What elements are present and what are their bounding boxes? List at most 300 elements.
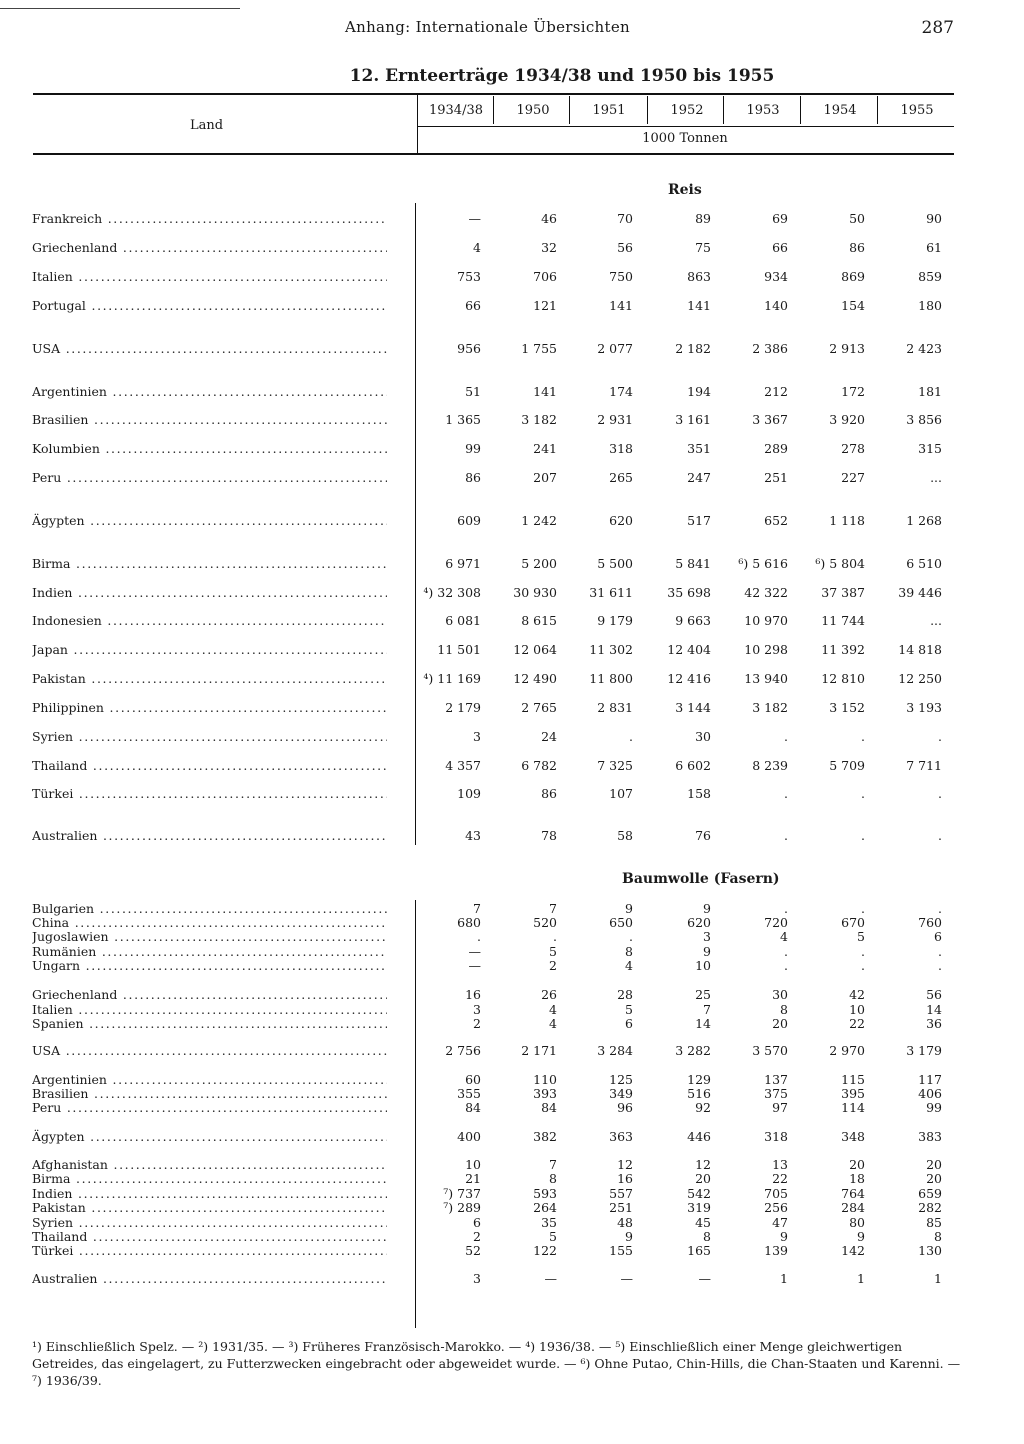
country-label: Italien ..... xyxy=(32,1002,387,1017)
table-cell: 10 xyxy=(465,1157,481,1172)
table-cell: 86 xyxy=(541,786,557,801)
table-cell: 5 709 xyxy=(829,758,865,773)
country-label: Birma ..... xyxy=(32,556,387,571)
country-label: Bulgarien ..... xyxy=(32,901,387,916)
table-cell: 7 xyxy=(473,901,481,916)
table-cell: 318 xyxy=(609,441,633,456)
table-row xyxy=(0,613,1024,627)
table-row xyxy=(0,1043,1024,1057)
table-cell: 363 xyxy=(609,1129,633,1144)
table-cell: 26 xyxy=(541,987,557,1002)
table-row xyxy=(0,1086,1024,1100)
table-cell: 517 xyxy=(687,513,711,528)
column-header: 1951 xyxy=(592,103,626,118)
country-label: Pakistan ..... xyxy=(32,1200,387,1215)
table-cell: 516 xyxy=(687,1086,711,1101)
table-cell: 8 xyxy=(934,1229,942,1244)
table-cell: 96 xyxy=(617,1100,633,1115)
table-cell: 51 xyxy=(465,384,481,399)
table-cell: 10 xyxy=(849,1002,865,1017)
table-cell: 3 xyxy=(473,1002,481,1017)
footnotes: ¹) Einschließlich Spelz. — ²) 1931/35. — ³) Früheres Französisch-Marokko. — ⁴) 1936/38. — ⁵) Einschließlich einer Menge gleichwertigen Getreides, das eingelagert, zu Futterzwecken eingebracht oder abgeweidet wurde. — ⁶) Ohne Putao, Chin-Hills, die Chan-Staaten und Karenni. — ⁷) 1936/39. xyxy=(32,1339,961,1388)
table-cell: . xyxy=(784,729,788,744)
country-label: Argentinien ..... xyxy=(32,1072,387,1087)
table-cell: 35 698 xyxy=(667,585,711,600)
table-row xyxy=(0,1129,1024,1143)
table-cell: 609 xyxy=(457,513,481,528)
table-cell: 720 xyxy=(764,915,788,930)
table-cell: 9 xyxy=(703,944,711,959)
table-cell: 5 xyxy=(549,944,557,959)
table-cell: 110 xyxy=(533,1072,557,1087)
header-column-separator xyxy=(877,96,878,124)
table-cell: . xyxy=(861,729,865,744)
country-label: Pakistan ..... xyxy=(32,671,387,686)
table-cell: 11 302 xyxy=(589,642,633,657)
table-cell: 355 xyxy=(457,1086,481,1101)
table-cell: 2 xyxy=(549,958,557,973)
table-cell: . xyxy=(553,929,557,944)
country-label: Indien ..... xyxy=(32,1186,387,1201)
table-cell: 4 357 xyxy=(445,758,481,773)
table-cell: 8 239 xyxy=(752,758,788,773)
table-cell: 60 xyxy=(465,1072,481,1087)
table-cell: 6 510 xyxy=(906,556,942,571)
table-row xyxy=(0,642,1024,656)
table-cell: 89 xyxy=(695,211,711,226)
country-label: Ägypten ..... xyxy=(32,1129,387,1144)
table-cell: 154 xyxy=(841,298,865,313)
table-cell: 10 970 xyxy=(744,613,788,628)
table-cell: 1 xyxy=(934,1271,942,1286)
table-cell: 3 xyxy=(473,729,481,744)
table-row xyxy=(0,1215,1024,1229)
table-cell: 6 xyxy=(934,929,942,944)
table-cell: 6 971 xyxy=(445,556,481,571)
table-cell: 5 200 xyxy=(521,556,557,571)
table-cell: 753 xyxy=(457,269,481,284)
table-cell: 2 765 xyxy=(521,700,557,715)
table-cell: 50 xyxy=(849,211,865,226)
table-cell: — xyxy=(698,1271,711,1286)
table-cell: 3 570 xyxy=(752,1043,788,1058)
table-cell: 141 xyxy=(687,298,711,313)
table-cell: 114 xyxy=(841,1100,865,1115)
table-cell: 86 xyxy=(849,240,865,255)
running-title: Anhang: Internationale Übersichten xyxy=(345,18,630,36)
table-cell: 25 xyxy=(695,987,711,1002)
table-cell: 227 xyxy=(841,470,865,485)
table-cell: 11 744 xyxy=(821,613,865,628)
table-cell: 58 xyxy=(617,828,633,843)
table-cell: 5 xyxy=(857,929,865,944)
table-cell: 18 xyxy=(849,1171,865,1186)
table-cell: 129 xyxy=(687,1072,711,1087)
table-cell: 99 xyxy=(465,441,481,456)
table-row xyxy=(0,240,1024,254)
table-cell: 37 387 xyxy=(821,585,865,600)
table-cell: 12 xyxy=(695,1157,711,1172)
table-cell: . xyxy=(861,958,865,973)
table-cell: 8 xyxy=(703,1229,711,1244)
country-label: Griechenland ..... xyxy=(32,240,387,255)
page-number: 287 xyxy=(921,18,954,38)
table-cell: 97 xyxy=(772,1100,788,1115)
table-cell: 395 xyxy=(841,1086,865,1101)
table-cell: 24 xyxy=(541,729,557,744)
table-cell: . xyxy=(938,944,942,959)
table-cell: . xyxy=(861,944,865,959)
table-cell: 42 xyxy=(849,987,865,1002)
table-cell: 61 xyxy=(926,240,942,255)
table-cell: 12 064 xyxy=(513,642,557,657)
table-cell: 137 xyxy=(764,1072,788,1087)
table-cell: ⁴) 32 308 xyxy=(423,585,481,600)
country-label: Italien ..... xyxy=(32,269,387,284)
table-cell: 593 xyxy=(533,1186,557,1201)
table-cell: 35 xyxy=(541,1215,557,1230)
table-cell: 117 xyxy=(918,1072,942,1087)
table-cell: 9 xyxy=(780,1229,788,1244)
table-cell: . xyxy=(784,944,788,959)
table-cell: 21 xyxy=(465,1171,481,1186)
table-cell: . xyxy=(629,729,633,744)
table-cell: 956 xyxy=(457,341,481,356)
table-cell: 2 386 xyxy=(752,341,788,356)
table-cell: 9 xyxy=(625,901,633,916)
table-cell: 256 xyxy=(764,1200,788,1215)
table-cell: 13 940 xyxy=(744,671,788,686)
table-cell: 3 367 xyxy=(752,412,788,427)
table-cell: . xyxy=(861,786,865,801)
table-cell: 3 161 xyxy=(675,412,711,427)
table-cell: 4 xyxy=(473,240,481,255)
table-cell: 1 242 xyxy=(521,513,557,528)
table-cell: 620 xyxy=(609,513,633,528)
land-header: Land xyxy=(190,118,224,133)
table-cell: 750 xyxy=(609,269,633,284)
table-cell: 650 xyxy=(609,915,633,930)
table-cell: 8 615 xyxy=(521,613,557,628)
table-cell: 3 152 xyxy=(829,700,865,715)
table-cell: 69 xyxy=(772,211,788,226)
table-cell: 4 xyxy=(549,1016,557,1031)
table-cell: 9 xyxy=(857,1229,865,1244)
table-cell: ⁶) 5 616 xyxy=(738,556,788,571)
table-row xyxy=(0,929,1024,943)
table-cell: 36 xyxy=(926,1016,942,1031)
table-cell: 319 xyxy=(687,1200,711,1215)
table-cell: 5 xyxy=(549,1229,557,1244)
table-cell: 56 xyxy=(926,987,942,1002)
table-cell: 6 602 xyxy=(675,758,711,773)
table-cell: 6 081 xyxy=(445,613,481,628)
table-cell: 3 282 xyxy=(675,1043,711,1058)
table-cell: 14 xyxy=(695,1016,711,1031)
table-cell: 141 xyxy=(533,384,557,399)
table-cell: 520 xyxy=(533,915,557,930)
table-row xyxy=(0,729,1024,743)
country-label: Ägypten ..... xyxy=(32,513,387,528)
country-label: Spanien ..... xyxy=(32,1016,387,1031)
table-cell: 282 xyxy=(918,1200,942,1215)
table-cell: 155 xyxy=(609,1243,633,1258)
table-cell: 10 298 xyxy=(744,642,788,657)
country-label: USA ..... xyxy=(32,1043,387,1058)
header-column-separator xyxy=(723,96,724,124)
table-cell: 706 xyxy=(533,269,557,284)
table-cell: 383 xyxy=(918,1129,942,1144)
table-cell: 7 711 xyxy=(906,758,942,773)
table-cell: 11 800 xyxy=(589,671,633,686)
table-cell: 66 xyxy=(772,240,788,255)
table-row xyxy=(0,828,1024,842)
table-cell: 2 xyxy=(473,1016,481,1031)
country-label: Frankreich ..... xyxy=(32,211,387,226)
country-label: Birma ..... xyxy=(32,1171,387,1186)
table-cell: 56 xyxy=(617,240,633,255)
table-cell: 28 xyxy=(617,987,633,1002)
table-cell: 446 xyxy=(687,1129,711,1144)
table-cell: 406 xyxy=(918,1086,942,1101)
table-cell: 265 xyxy=(609,470,633,485)
table-cell: 2 831 xyxy=(597,700,633,715)
table-cell: 393 xyxy=(533,1086,557,1101)
running-header xyxy=(0,18,1024,40)
country-label: Brasilien ..... xyxy=(32,412,387,427)
table-cell: 13 xyxy=(772,1157,788,1172)
table-cell: 20 xyxy=(695,1171,711,1186)
table-cell: 375 xyxy=(764,1086,788,1101)
table-cell: 8 xyxy=(549,1171,557,1186)
table-cell: 3 920 xyxy=(829,412,865,427)
table-cell: 12 250 xyxy=(898,671,942,686)
table-cell: 30 xyxy=(695,729,711,744)
table-cell: 6 xyxy=(473,1215,481,1230)
country-label: Ungarn ..... xyxy=(32,958,387,973)
table-row xyxy=(0,269,1024,283)
table-cell: 122 xyxy=(533,1243,557,1258)
table-cell: 121 xyxy=(533,298,557,313)
table-cell: . xyxy=(784,828,788,843)
table-cell: 3 856 xyxy=(906,412,942,427)
table-cell: 4 xyxy=(549,1002,557,1017)
table-top-rule xyxy=(33,93,954,95)
table-cell: 659 xyxy=(918,1186,942,1201)
table-row xyxy=(0,1002,1024,1016)
country-label: Brasilien ..... xyxy=(32,1086,387,1101)
table-cell: 3 179 xyxy=(906,1043,942,1058)
table-cell: 207 xyxy=(533,470,557,485)
table-cell: 670 xyxy=(841,915,865,930)
country-label: China ..... xyxy=(32,915,387,930)
table-row xyxy=(0,1157,1024,1171)
table-cell: 315 xyxy=(918,441,942,456)
table-cell: 4 xyxy=(625,958,633,973)
table-row xyxy=(0,412,1024,426)
table-cell: 172 xyxy=(841,384,865,399)
header-column-separator xyxy=(800,96,801,124)
table-cell: 142 xyxy=(841,1243,865,1258)
unit-header: 1000 Tonnen xyxy=(642,131,728,146)
table-cell: 869 xyxy=(841,269,865,284)
table-row xyxy=(0,211,1024,225)
table-cell: 14 818 xyxy=(898,642,942,657)
section-heading: Baumwolle (Fasern) xyxy=(622,871,780,887)
table-cell: 1 755 xyxy=(521,341,557,356)
table-cell: 11 501 xyxy=(437,642,481,657)
table-cell: 16 xyxy=(465,987,481,1002)
table-cell: 39 446 xyxy=(898,585,942,600)
table-cell: 351 xyxy=(687,441,711,456)
table-cell: 20 xyxy=(926,1171,942,1186)
table-row xyxy=(0,901,1024,915)
table-row xyxy=(0,341,1024,355)
country-label: Argentinien ..... xyxy=(32,384,387,399)
table-cell: 934 xyxy=(764,269,788,284)
table-cell: . xyxy=(784,958,788,973)
table-cell: 7 xyxy=(703,1002,711,1017)
table-cell: 78 xyxy=(541,828,557,843)
table-cell: 620 xyxy=(687,915,711,930)
table-row xyxy=(0,1072,1024,1086)
country-label: Türkei ..... xyxy=(32,786,387,801)
table-cell: 7 325 xyxy=(597,758,633,773)
table-cell: ⁶) 5 804 xyxy=(815,556,865,571)
country-label: Griechenland ..... xyxy=(32,987,387,1002)
table-row xyxy=(0,1243,1024,1257)
table-cell: 3 xyxy=(473,1271,481,1286)
table-cell: . xyxy=(938,786,942,801)
top-edge-rule xyxy=(0,8,240,9)
table-row xyxy=(0,1186,1024,1200)
header-column-separator xyxy=(569,96,570,124)
table-cell: 48 xyxy=(617,1215,633,1230)
country-label: Syrien ..... xyxy=(32,729,387,744)
table-cell: 84 xyxy=(465,1100,481,1115)
table-cell: 2 182 xyxy=(675,341,711,356)
table-cell: 180 xyxy=(918,298,942,313)
table-cell: — xyxy=(544,1271,557,1286)
table-cell: 30 xyxy=(772,987,788,1002)
table-cell: 863 xyxy=(687,269,711,284)
table-cell: 5 841 xyxy=(675,556,711,571)
country-label: Syrien ..... xyxy=(32,1215,387,1230)
table-row xyxy=(0,700,1024,714)
table-cell: 86 xyxy=(465,470,481,485)
table-title: 12. Ernteerträge 1934/38 und 1950 bis 1955 xyxy=(349,66,775,86)
table-cell: 75 xyxy=(695,240,711,255)
table-cell: 32 xyxy=(541,240,557,255)
country-label: Portugal ..... xyxy=(32,298,387,313)
table-cell: 3 182 xyxy=(752,700,788,715)
table-cell: 2 931 xyxy=(597,412,633,427)
table-cell: 8 xyxy=(625,944,633,959)
table-cell: 16 xyxy=(617,1171,633,1186)
table-cell: 1 xyxy=(780,1271,788,1286)
table-cell: 3 182 xyxy=(521,412,557,427)
table-cell: . xyxy=(784,901,788,916)
table-cell: 3 193 xyxy=(906,700,942,715)
table-cell: 85 xyxy=(926,1215,942,1230)
table-cell: 20 xyxy=(849,1157,865,1172)
table-cell: . xyxy=(938,828,942,843)
table-cell: 76 xyxy=(695,828,711,843)
table-cell: 181 xyxy=(918,384,942,399)
header-column-separator xyxy=(493,96,494,124)
table-cell: 158 xyxy=(687,786,711,801)
column-header: 1934/38 xyxy=(428,103,483,118)
section-heading: Reis xyxy=(668,182,702,198)
table-row xyxy=(0,758,1024,772)
table-cell: 70 xyxy=(617,211,633,226)
table-cell: 31 611 xyxy=(589,585,633,600)
table-row xyxy=(0,944,1024,958)
table-cell: 90 xyxy=(926,211,942,226)
table-cell: 705 xyxy=(764,1186,788,1201)
country-label: Thailand ..... xyxy=(32,1229,387,1244)
column-header: 1955 xyxy=(900,103,934,118)
table-cell: 22 xyxy=(849,1016,865,1031)
table-cell: ... xyxy=(930,470,942,485)
table-row xyxy=(0,915,1024,929)
table-cell: 47 xyxy=(772,1215,788,1230)
table-cell: 9 xyxy=(703,901,711,916)
table-cell: 165 xyxy=(687,1243,711,1258)
header-bottom-rule xyxy=(33,153,954,155)
table-row xyxy=(0,298,1024,312)
table-cell: 130 xyxy=(918,1243,942,1258)
table-cell: 7 xyxy=(549,1157,557,1172)
table-cell: ⁷) 289 xyxy=(443,1200,481,1215)
column-header: 1950 xyxy=(516,103,550,118)
table-cell: 3 144 xyxy=(675,700,711,715)
table-row xyxy=(0,786,1024,800)
table-cell: 652 xyxy=(764,513,788,528)
table-cell: 5 500 xyxy=(597,556,633,571)
table-cell: . xyxy=(784,786,788,801)
table-cell: . xyxy=(861,901,865,916)
country-label: Japan ..... xyxy=(32,642,387,657)
table-cell: 764 xyxy=(841,1186,865,1201)
country-label: Rumänien ..... xyxy=(32,944,387,959)
table-cell: 115 xyxy=(841,1072,865,1087)
table-cell: 1 365 xyxy=(445,412,481,427)
column-header: 1953 xyxy=(746,103,780,118)
table-cell: 12 404 xyxy=(667,642,711,657)
unit-rule xyxy=(417,126,954,127)
table-cell: 6 xyxy=(625,1016,633,1031)
table-cell: 52 xyxy=(465,1243,481,1258)
country-label: Jugoslawien ..... xyxy=(32,929,387,944)
table-cell: 99 xyxy=(926,1100,942,1115)
table-cell: 20 xyxy=(772,1016,788,1031)
table-cell: 22 xyxy=(772,1171,788,1186)
table-cell: 542 xyxy=(687,1186,711,1201)
table-cell: 174 xyxy=(609,384,633,399)
table-cell: 289 xyxy=(764,441,788,456)
table-cell: 7 xyxy=(549,901,557,916)
table-cell: . xyxy=(938,729,942,744)
table-cell: 3 xyxy=(703,929,711,944)
table-cell: 9 179 xyxy=(597,613,633,628)
table-cell: 14 xyxy=(926,1002,942,1017)
table-cell: 109 xyxy=(457,786,481,801)
table-cell: 2 423 xyxy=(906,341,942,356)
table-cell: 12 490 xyxy=(513,671,557,686)
table-cell: 2 913 xyxy=(829,341,865,356)
table-cell: 2 179 xyxy=(445,700,481,715)
